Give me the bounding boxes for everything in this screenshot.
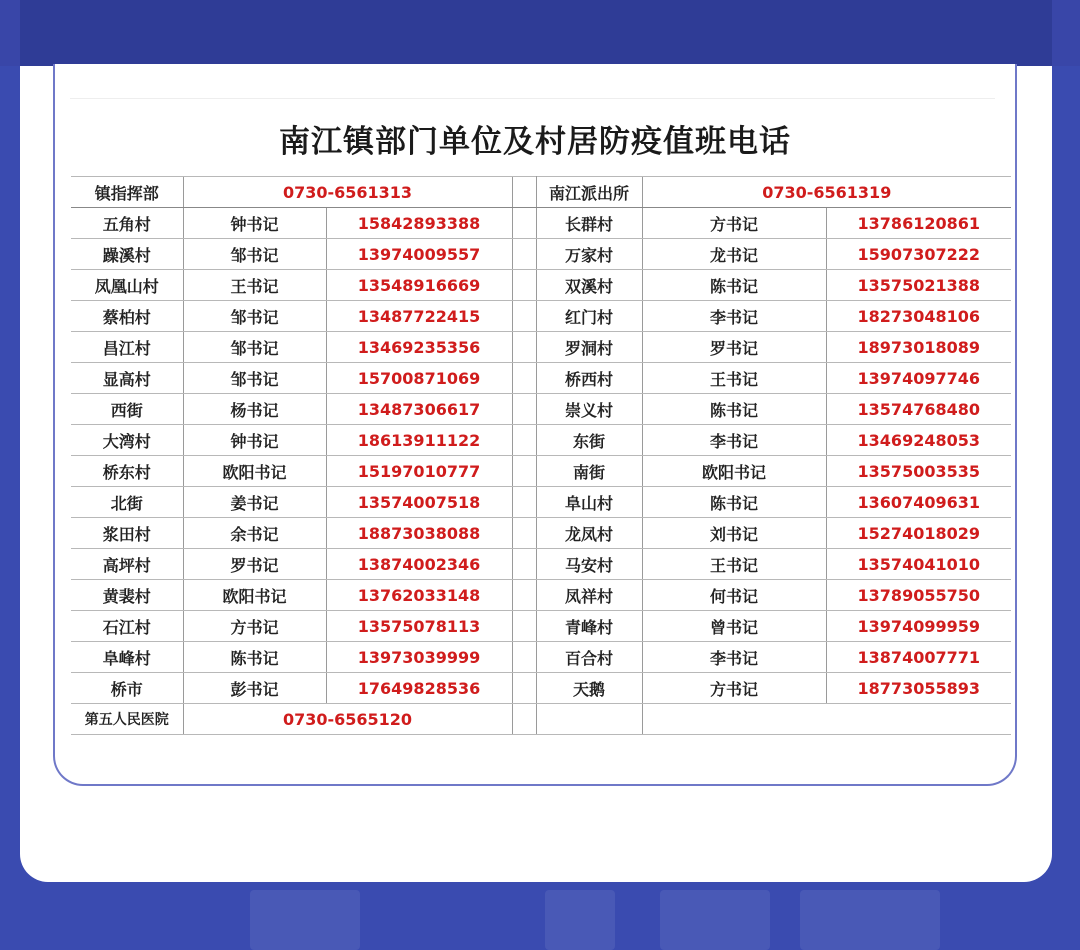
village-name: 长群村 [536, 208, 642, 239]
village-name: 北街 [71, 487, 183, 518]
background-glyph [660, 890, 770, 950]
table-row [71, 239, 1011, 270]
column-gap [512, 425, 536, 456]
village-name: 双溪村 [536, 270, 642, 301]
phone-number: 13786120861 [826, 208, 1011, 239]
table-row [71, 332, 1011, 363]
phone-number: 13575078113 [326, 611, 512, 642]
table-row [71, 642, 1011, 673]
secretary-name: 刘书记 [642, 518, 826, 549]
background-glyph [545, 890, 615, 950]
village-name: 阜峰村 [71, 642, 183, 673]
secretary-name: 欧阳书记 [183, 456, 326, 487]
phone-number: 13469235356 [326, 332, 512, 363]
village-name: 南街 [536, 456, 642, 487]
column-gap [512, 239, 536, 270]
village-name: 黄裴村 [71, 580, 183, 611]
village-name: 西街 [71, 394, 183, 425]
phone-number: 13974097746 [826, 363, 1011, 394]
column-gap [512, 673, 536, 704]
background-glyph [800, 890, 940, 950]
table-row [71, 363, 1011, 394]
phone-number: 18873038088 [326, 518, 512, 549]
village-name: 凤祥村 [536, 580, 642, 611]
secretary-name: 方书记 [642, 208, 826, 239]
phone-number: 13574041010 [826, 549, 1011, 580]
hospital-phone: 0730-6565120 [183, 704, 512, 735]
phone-number: 15274018029 [826, 518, 1011, 549]
secretary-name: 余书记 [183, 518, 326, 549]
village-name: 五角村 [71, 208, 183, 239]
secretary-name: 方书记 [642, 673, 826, 704]
phone-number: 13487722415 [326, 301, 512, 332]
phone-number: 15907307222 [826, 239, 1011, 270]
secretary-name: 邹书记 [183, 301, 326, 332]
village-name: 桥市 [71, 673, 183, 704]
table-row [71, 673, 1011, 704]
table-row [71, 611, 1011, 642]
hotline-phone: 0730-6561313 [183, 177, 512, 208]
phone-number: 18273048106 [826, 301, 1011, 332]
village-name: 东街 [536, 425, 642, 456]
secretary-name: 陈书记 [642, 270, 826, 301]
phone-number: 13575021388 [826, 270, 1011, 301]
table-row [71, 270, 1011, 301]
secretary-name: 李书记 [642, 642, 826, 673]
hotline-label: 镇指挥部 [71, 177, 183, 208]
table-row [71, 487, 1011, 518]
phone-number: 15197010777 [326, 456, 512, 487]
secretary-name: 彭书记 [183, 673, 326, 704]
top-band [0, 0, 1080, 66]
phone-number: 15842893388 [326, 208, 512, 239]
village-name: 阜山村 [536, 487, 642, 518]
village-name: 红门村 [536, 301, 642, 332]
footer-row [71, 704, 1011, 735]
village-name: 浆田村 [71, 518, 183, 549]
phone-number: 13574768480 [826, 394, 1011, 425]
phone-number: 13762033148 [326, 580, 512, 611]
table-row [71, 549, 1011, 580]
column-gap [512, 301, 536, 332]
phone-number: 13574007518 [326, 487, 512, 518]
secretary-name: 王书记 [183, 270, 326, 301]
table-row [71, 208, 1011, 239]
secretary-name: 邹书记 [183, 239, 326, 270]
table-row [71, 394, 1011, 425]
column-gap [512, 549, 536, 580]
secretary-name: 陈书记 [183, 642, 326, 673]
divider [70, 98, 995, 99]
village-name: 龙凤村 [536, 518, 642, 549]
village-name: 桥西村 [536, 363, 642, 394]
phone-number: 13548916669 [326, 270, 512, 301]
village-name: 青峰村 [536, 611, 642, 642]
hotline-label: 南江派出所 [536, 177, 642, 208]
top-band-inner [20, 0, 1052, 66]
village-name: 蔡柏村 [71, 301, 183, 332]
secretary-name: 李书记 [642, 301, 826, 332]
phone-number: 17649828536 [326, 673, 512, 704]
hotline-phone: 0730-6561319 [642, 177, 1011, 208]
column-gap [512, 208, 536, 239]
table-row [71, 301, 1011, 332]
secretary-name: 方书记 [183, 611, 326, 642]
secretary-name: 龙书记 [642, 239, 826, 270]
village-name: 百合村 [536, 642, 642, 673]
empty-cell [536, 704, 642, 735]
column-gap [512, 270, 536, 301]
column-gap [512, 704, 536, 735]
village-name: 罗洞村 [536, 332, 642, 363]
secretary-name: 邹书记 [183, 332, 326, 363]
phone-number: 18773055893 [826, 673, 1011, 704]
phone-number: 13974009557 [326, 239, 512, 270]
village-name: 昌江村 [71, 332, 183, 363]
hotline-row [71, 177, 1011, 208]
column-gap [512, 394, 536, 425]
table-row [71, 518, 1011, 549]
phone-number: 13789055750 [826, 580, 1011, 611]
village-name: 显高村 [71, 363, 183, 394]
village-name: 大湾村 [71, 425, 183, 456]
secretary-name: 罗书记 [183, 549, 326, 580]
table-row [71, 580, 1011, 611]
empty-cell [642, 704, 1011, 735]
phone-number: 18613911122 [326, 425, 512, 456]
background-glyph [250, 890, 360, 950]
secretary-name: 欧阳书记 [183, 580, 326, 611]
phone-number: 13974099959 [826, 611, 1011, 642]
secretary-name: 陈书记 [642, 394, 826, 425]
secretary-name: 邹书记 [183, 363, 326, 394]
village-name: 崇义村 [536, 394, 642, 425]
secretary-name: 李书记 [642, 425, 826, 456]
village-name: 马安村 [536, 549, 642, 580]
column-gap [512, 456, 536, 487]
phone-number: 13469248053 [826, 425, 1011, 456]
phone-number: 13973039999 [326, 642, 512, 673]
secretary-name: 王书记 [642, 549, 826, 580]
village-name: 凤凰山村 [71, 270, 183, 301]
content-card [20, 66, 1052, 882]
column-gap [512, 642, 536, 673]
secretary-name: 陈书记 [642, 487, 826, 518]
column-gap [512, 518, 536, 549]
secretary-name: 姜书记 [183, 487, 326, 518]
secretary-name: 钟书记 [183, 208, 326, 239]
phone-number: 13575003535 [826, 456, 1011, 487]
secretary-name: 王书记 [642, 363, 826, 394]
village-name: 桥东村 [71, 456, 183, 487]
table-row [71, 456, 1011, 487]
secretary-name: 杨书记 [183, 394, 326, 425]
hospital-label: 第五人民医院 [71, 704, 183, 735]
column-gap [512, 332, 536, 363]
village-name: 天鹅 [536, 673, 642, 704]
phone-number: 13487306617 [326, 394, 512, 425]
column-gap [512, 580, 536, 611]
column-gap [512, 177, 536, 208]
secretary-name: 钟书记 [183, 425, 326, 456]
phone-number: 13874007771 [826, 642, 1011, 673]
notice-sheet [53, 64, 1017, 786]
village-name: 石江村 [71, 611, 183, 642]
village-name: 万家村 [536, 239, 642, 270]
page-title: 南江镇部门单位及村居防疫值班电话 [279, 124, 791, 160]
secretary-name: 欧阳书记 [642, 456, 826, 487]
phone-number: 13874002346 [326, 549, 512, 580]
secretary-name: 罗书记 [642, 332, 826, 363]
phone-number: 13607409631 [826, 487, 1011, 518]
village-name: 躁溪村 [71, 239, 183, 270]
secretary-name: 何书记 [642, 580, 826, 611]
phone-number: 15700871069 [326, 363, 512, 394]
phone-number: 18973018089 [826, 332, 1011, 363]
secretary-name: 曾书记 [642, 611, 826, 642]
village-name: 高坪村 [71, 549, 183, 580]
column-gap [512, 487, 536, 518]
duty-phone-table [71, 176, 1011, 735]
table-row [71, 425, 1011, 456]
column-gap [512, 363, 536, 394]
column-gap [512, 611, 536, 642]
